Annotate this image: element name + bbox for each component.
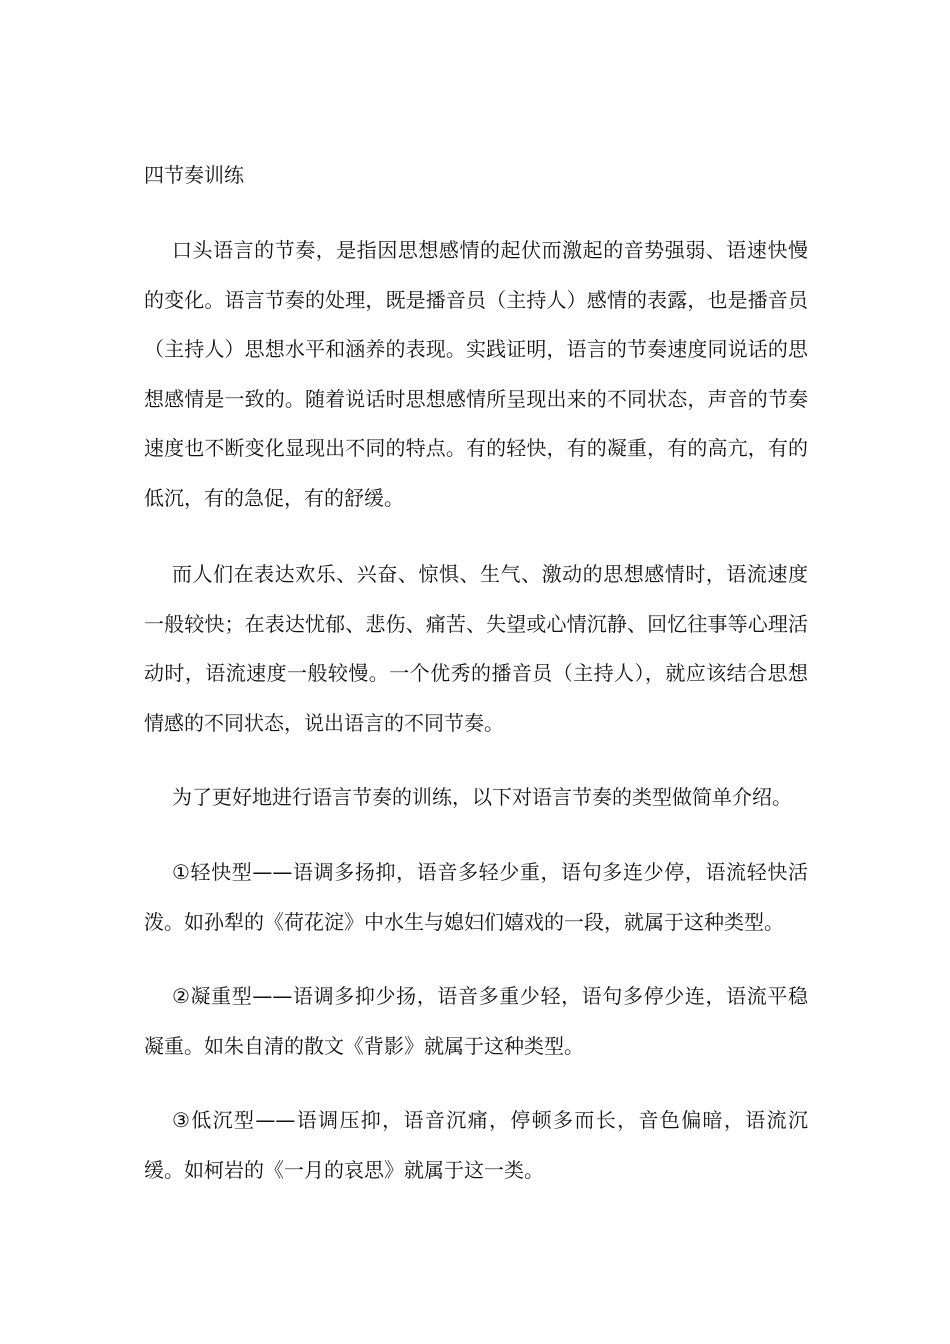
paragraph-speech-speed: 而人们在表达欢乐、兴奋、惊惧、生气、激动的思想感情时，语流速度一般较快；在表达忧郁、悲伤、痛苦、失望或心情沉静、回忆往事等心理活动时，语流速度一般较慢。一个优秀的播音员（主持人），就应该结合思想情感的不同状态，说出语言的不同节奏。 <box>144 562 808 735</box>
paragraph-rhythm-types-intro: 为了更好地进行语言节奏的训练，以下对语言节奏的类型做简单介绍。 <box>172 785 792 809</box>
list-item-low-deep-type: ③低沉型——语调压抑，语音沉痛，停顿多而长，音色偏暗，语流沉缓。如柯岩的《一月的哀思》就属于这一类。 <box>144 1108 808 1182</box>
paragraph-rhythm-definition: 口头语言的节奏，是指因思想感情的起伏而激起的音势强弱、语速快慢的变化。语言节奏的处理，既是播音员（主持人）感情的表露，也是播音员（主持人）思想水平和涵养的表现。实践证明，语言的节奏速度同说话的思想感情是一致的。随着说话时思想感情所呈现出来的不同状态，声音的节奏速度也不断变化显现出不同的特点。有的轻快，有的凝重，有的高亢，有的低沉，有的急促，有的舒缓。 <box>144 238 808 510</box>
list-item-heavy-type: ②凝重型——语调多抑少扬，语音多重少轻，语句多停少连，语流平稳凝重。如朱自清的散文《背影》就属于这种类型。 <box>144 984 808 1058</box>
list-item-light-fast-type: ①轻快型——语调多扬抑，语音多轻少重，语句多连少停，语流轻快活泼。如孙犁的《荷花淀》中水生与媳妇们嬉戏的一段，就属于这种类型。 <box>144 860 808 934</box>
section-heading: 四节奏训练 <box>144 163 244 187</box>
